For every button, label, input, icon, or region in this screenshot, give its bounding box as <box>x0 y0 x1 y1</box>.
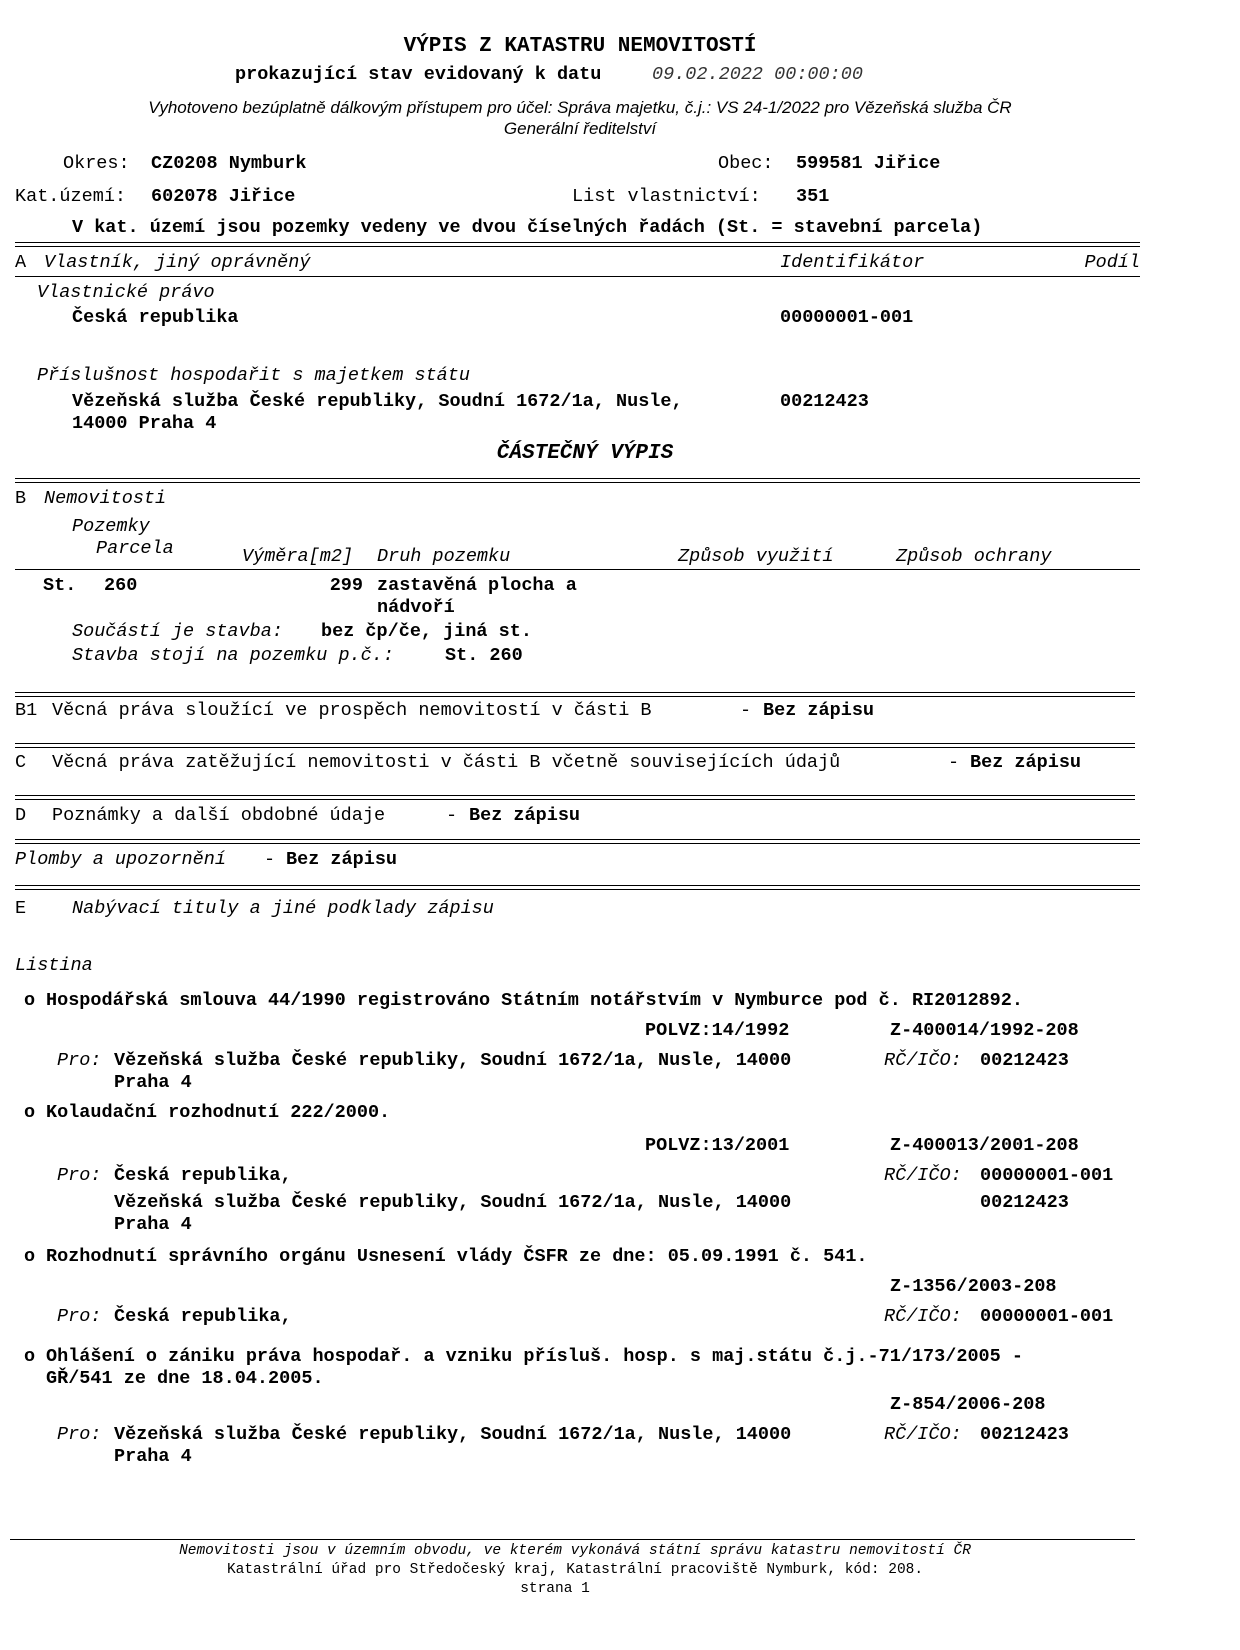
katuzemi-note: V kat. území jsou pozemky vedeny ve dvou číselných řadách (St. = stavební parcela) <box>72 217 983 238</box>
obec-value: 599581 Jiřice <box>796 153 941 174</box>
rc-ico-label: RČ/IČO: <box>884 1050 962 1071</box>
section-c-letter: C <box>15 752 27 773</box>
partial-extract-title: ČÁSTEČNÝ VÝPIS <box>496 442 674 465</box>
divider <box>15 276 1140 277</box>
pro-label: Pro: <box>57 1165 102 1186</box>
section-b1-heading: Věcná práva sloužící ve prospěch nemovitostí v části B <box>52 700 652 721</box>
col-parcela: Parcela <box>96 538 174 559</box>
section-a-letter: A <box>15 252 27 273</box>
soucasti-label: Součástí je stavba: <box>72 621 283 642</box>
entry-pro-line-2: Praha 4 <box>114 1446 192 1467</box>
section-e-letter: E <box>15 898 27 919</box>
divider <box>15 839 1140 844</box>
col-zpusob-vyuziti: Způsob využití <box>678 546 834 567</box>
pozemky-label: Pozemky <box>72 516 150 537</box>
parcel-type-line-1: zastavěná plocha a <box>377 575 577 596</box>
section-c-dash: - <box>948 752 960 773</box>
entry-pro-line-2: Vězeňská služba České republiky, Soudní 1672/1a, Nusle, 14000 <box>114 1192 792 1213</box>
manager-line-2: 14000 Praha 4 <box>72 413 217 434</box>
entry-polvz: POLVZ:14/1992 <box>645 1020 790 1041</box>
entry-title: Kolaudační rozhodnutí 222/2000. <box>46 1102 391 1123</box>
divider <box>15 692 1135 697</box>
pro-label: Pro: <box>57 1050 102 1071</box>
divider <box>15 569 1140 570</box>
entry-pro-line-1: Vězeňská služba České republiky, Soudní 1672/1a, Nusle, 14000 <box>114 1424 792 1445</box>
entry-zcode: Z-400013/2001-208 <box>890 1135 1079 1156</box>
section-a-heading: Vlastník, jiný oprávněný <box>44 252 311 273</box>
okres-label: Okres: <box>63 153 130 174</box>
bullet: o <box>24 1346 36 1367</box>
document-title: VÝPIS Z KATASTRU NEMOVITOSTÍ <box>403 35 757 58</box>
list-label: List vlastnictví: <box>572 186 761 207</box>
owner-name: Česká republika <box>72 307 239 328</box>
rc-ico-label: RČ/IČO: <box>884 1165 962 1186</box>
bullet: o <box>24 990 36 1011</box>
divider <box>15 743 1135 748</box>
entry-zcode: Z-1356/2003-208 <box>890 1276 1057 1297</box>
footer-divider <box>10 1539 1135 1540</box>
subtitle-date: 09.02.2022 00:00:00 <box>652 64 863 85</box>
entry-ico: 00212423 <box>980 1050 1069 1071</box>
footer-line-1: Nemovitosti jsou v územním obvodu, ve kterém vykonává státní správu katastru nemovitostí ČR <box>179 1543 971 1559</box>
section-b1-value: Bez zápisu <box>763 700 875 721</box>
parcel-area: 299 <box>329 575 363 596</box>
divider <box>15 795 1135 800</box>
entry-ico: 00212423 <box>980 1192 1069 1213</box>
section-b-letter: B <box>15 488 27 509</box>
page-number: strana 1 <box>520 1581 590 1597</box>
entry-polvz: POLVZ:13/2001 <box>645 1135 790 1156</box>
vlastnicke-pravo-label: Vlastnické právo <box>37 282 215 303</box>
entry-title: Hospodářská smlouva 44/1990 registrováno Státním notářstvím v Nymburce pod č. RI2012892. <box>46 990 1023 1011</box>
entry-ico: 00000001-001 <box>980 1165 1114 1186</box>
divider <box>15 885 1140 890</box>
section-d-heading: Poznámky a další obdobné údaje <box>52 805 386 826</box>
okres-value: CZ0208 Nymburk <box>151 153 307 174</box>
katuzemi-label: Kat.území: <box>15 186 127 207</box>
col-podil: Podíl <box>1084 252 1140 273</box>
purpose-line-1: Vyhotoveno bezúplatně dálkovým přístupem pro účel: Správa majetku, č.j.: VS 24-1/2022 pro Vězeňská služba ČR <box>148 98 1012 117</box>
bullet: o <box>24 1102 36 1123</box>
soucasti-value: bez čp/če, jiná st. <box>321 621 532 642</box>
manager-id: 00212423 <box>780 391 869 412</box>
entry-pro-line-1: Česká republika, <box>114 1165 292 1186</box>
section-b1-dash: - <box>740 700 752 721</box>
purpose-line-2: Generální ředitelství <box>503 119 657 138</box>
section-d-letter: D <box>15 805 27 826</box>
parcel-type-line-2: nádvoří <box>377 597 455 618</box>
divider <box>15 478 1140 483</box>
section-c-value: Bez zápisu <box>970 752 1082 773</box>
subtitle-label: prokazující stav evidovaný k datu <box>235 64 602 85</box>
entry-zcode: Z-854/2006-208 <box>890 1394 1046 1415</box>
pro-label: Pro: <box>57 1424 102 1445</box>
entry-zcode: Z-400014/1992-208 <box>890 1020 1079 1041</box>
divider <box>15 242 1140 247</box>
stoji-value: St. 260 <box>445 645 523 666</box>
prislusnost-label: Příslušnost hospodařit s majetkem státu <box>37 365 470 386</box>
entry-title-line-1: Ohlášení o zániku práva hospodař. a vzniku přísluš. hosp. s maj.státu č.j.-71/173/2005 - <box>46 1346 1023 1367</box>
entry-ico: 00212423 <box>980 1424 1069 1445</box>
obec-label: Obec: <box>718 153 774 174</box>
plomby-heading: Plomby a upozornění <box>15 849 226 870</box>
col-identifikator: Identifikátor <box>780 252 925 273</box>
section-b-heading: Nemovitosti <box>44 488 167 509</box>
entry-pro-line-3: Praha 4 <box>114 1214 192 1235</box>
section-b1-letter: B1 <box>15 700 38 721</box>
entry-title-line-2: GŘ/541 ze dne 18.04.2005. <box>46 1368 324 1389</box>
section-c-heading: Věcná práva zatěžující nemovitosti v části B včetně souvisejících údajů <box>52 752 841 773</box>
katuzemi-value: 602078 Jiřice <box>151 186 296 207</box>
col-druh: Druh pozemku <box>377 546 511 567</box>
entry-ico: 00000001-001 <box>980 1306 1114 1327</box>
section-d-dash: - <box>446 805 458 826</box>
rc-ico-label: RČ/IČO: <box>884 1306 962 1327</box>
pro-label: Pro: <box>57 1306 102 1327</box>
plomby-dash: - <box>264 849 276 870</box>
list-value: 351 <box>796 186 830 207</box>
parcel-prefix: St. <box>43 575 77 596</box>
col-zpusob-ochrany: Způsob ochrany <box>896 546 1052 567</box>
entry-pro-line-1: Česká republika, <box>114 1306 292 1327</box>
bullet: o <box>24 1246 36 1267</box>
rc-ico-label: RČ/IČO: <box>884 1424 962 1445</box>
plomby-value: Bez zápisu <box>286 849 398 870</box>
section-d-value: Bez zápisu <box>469 805 581 826</box>
stoji-label: Stavba stojí na pozemku p.č.: <box>72 645 394 666</box>
listina-label: Listina <box>15 955 93 976</box>
entry-pro-line-2: Praha 4 <box>114 1072 192 1093</box>
footer-line-2: Katastrální úřad pro Středočeský kraj, Katastrální pracoviště Nymburk, kód: 208. <box>226 1562 924 1578</box>
parcel-number: 260 <box>104 575 138 596</box>
manager-line-1: Vězeňská služba České republiky, Soudní 1672/1a, Nusle, <box>72 391 683 412</box>
col-vymera: Výměra[m2] <box>242 546 354 567</box>
section-e-heading: Nabývací tituly a jiné podklady zápisu <box>72 898 494 919</box>
owner-id: 00000001-001 <box>780 307 914 328</box>
entry-pro-line-1: Vězeňská služba České republiky, Soudní 1672/1a, Nusle, 14000 <box>114 1050 792 1071</box>
entry-title: Rozhodnutí správního orgánu Usnesení vlády ČSFR ze dne: 05.09.1991 č. 541. <box>46 1246 868 1267</box>
